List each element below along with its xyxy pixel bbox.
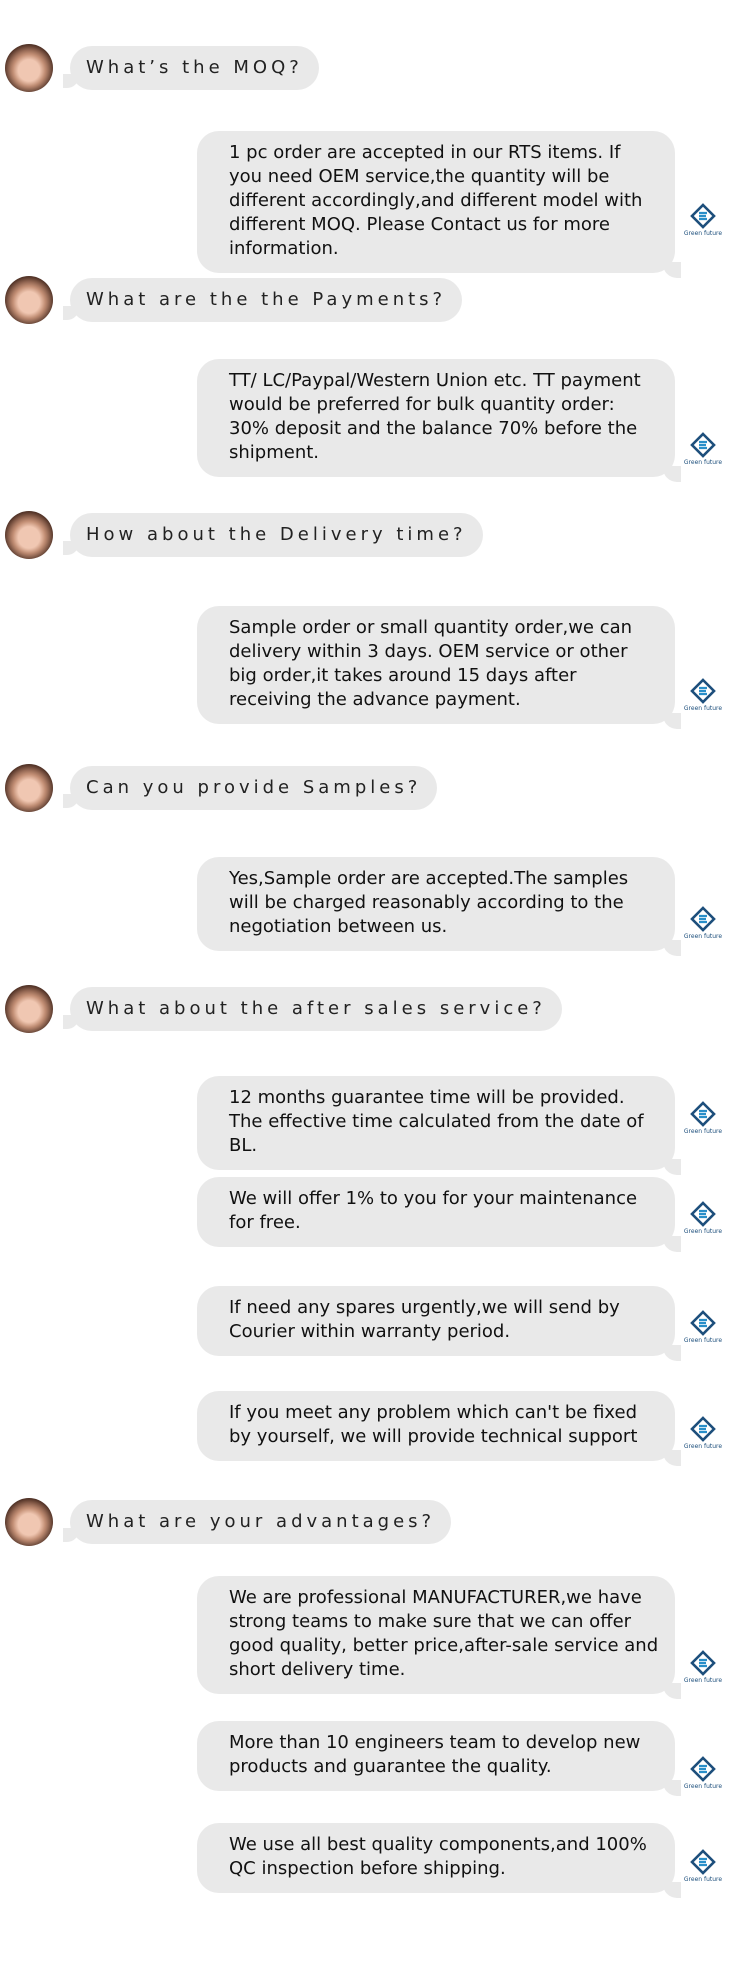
logo-text: Green future [683, 1677, 723, 1684]
logo-text: Green future [683, 459, 723, 466]
answer-bubble: TT/ LC/Paypal/Western Union etc. TT payment would be preferred for bulk quantity order: 30% deposit and the balance 70% before the shipment. [197, 359, 675, 477]
brand-logo-icon [683, 1310, 723, 1344]
brand-logo-icon [683, 906, 723, 940]
brand-logo-icon [683, 1650, 723, 1684]
answer-bubble: 12 months guarantee time will be provided. The effective time calculated from the date of BL. [197, 1076, 675, 1170]
answer-bubble: Yes,Sample order are accepted.The samples will be charged reasonably according to the negotiation between us. [197, 857, 675, 951]
logo-text: Green future [683, 1228, 723, 1235]
answer-bubble: We are professional MANUFACTURER,we have strong teams to make sure that we can offer good quality, better price,after-sale service and short delivery time. [197, 1576, 675, 1694]
answer-bubble: More than 10 engineers team to develop new products and guarantee the quality. [197, 1721, 675, 1791]
brand-logo-icon [683, 1201, 723, 1235]
logo-text: Green future [683, 1128, 723, 1135]
question-bubble: How about the Delivery time? [70, 513, 483, 557]
answer-bubble: We will offer 1% to you for your maintenance for free. [197, 1177, 675, 1247]
logo-text: Green future [683, 1876, 723, 1883]
brand-logo-icon [683, 678, 723, 712]
question-bubble: What are your advantages? [70, 1500, 451, 1544]
brand-logo-icon [683, 203, 723, 237]
avatar [5, 764, 53, 812]
question-bubble: Can you provide Samples? [70, 766, 437, 810]
avatar [5, 44, 53, 92]
answer-bubble: Sample order or small quantity order,we can delivery within 3 days. OEM service or other big order,it takes around 15 days after receiving the advance payment. [197, 606, 675, 724]
logo-text: Green future [683, 230, 723, 237]
logo-text: Green future [683, 1783, 723, 1790]
brand-logo-icon [683, 432, 723, 466]
answer-bubble: 1 pc order are accepted in our RTS items. If you need OEM service,the quantity will be different accordingly,and different model with different MOQ. Please Contact us for more information. [197, 131, 675, 273]
avatar [5, 276, 53, 324]
avatar [5, 985, 53, 1033]
answer-bubble: If you meet any problem which can't be fixed by yourself, we will provide technical support [197, 1391, 675, 1461]
brand-logo-icon [683, 1101, 723, 1135]
logo-text: Green future [683, 1337, 723, 1344]
answer-bubble: We use all best quality components,and 100% QC inspection before shipping. [197, 1823, 675, 1893]
question-bubble: What are the the Payments? [70, 278, 462, 322]
avatar [5, 1498, 53, 1546]
avatar [5, 511, 53, 559]
question-bubble: What’s the MOQ? [70, 46, 319, 90]
answer-bubble: If need any spares urgently,we will send by Courier within warranty period. [197, 1286, 675, 1356]
question-bubble: What about the after sales service? [70, 987, 562, 1031]
brand-logo-icon [683, 1849, 723, 1883]
brand-logo-icon [683, 1416, 723, 1450]
logo-text: Green future [683, 705, 723, 712]
logo-text: Green future [683, 933, 723, 940]
brand-logo-icon [683, 1756, 723, 1790]
logo-text: Green future [683, 1443, 723, 1450]
